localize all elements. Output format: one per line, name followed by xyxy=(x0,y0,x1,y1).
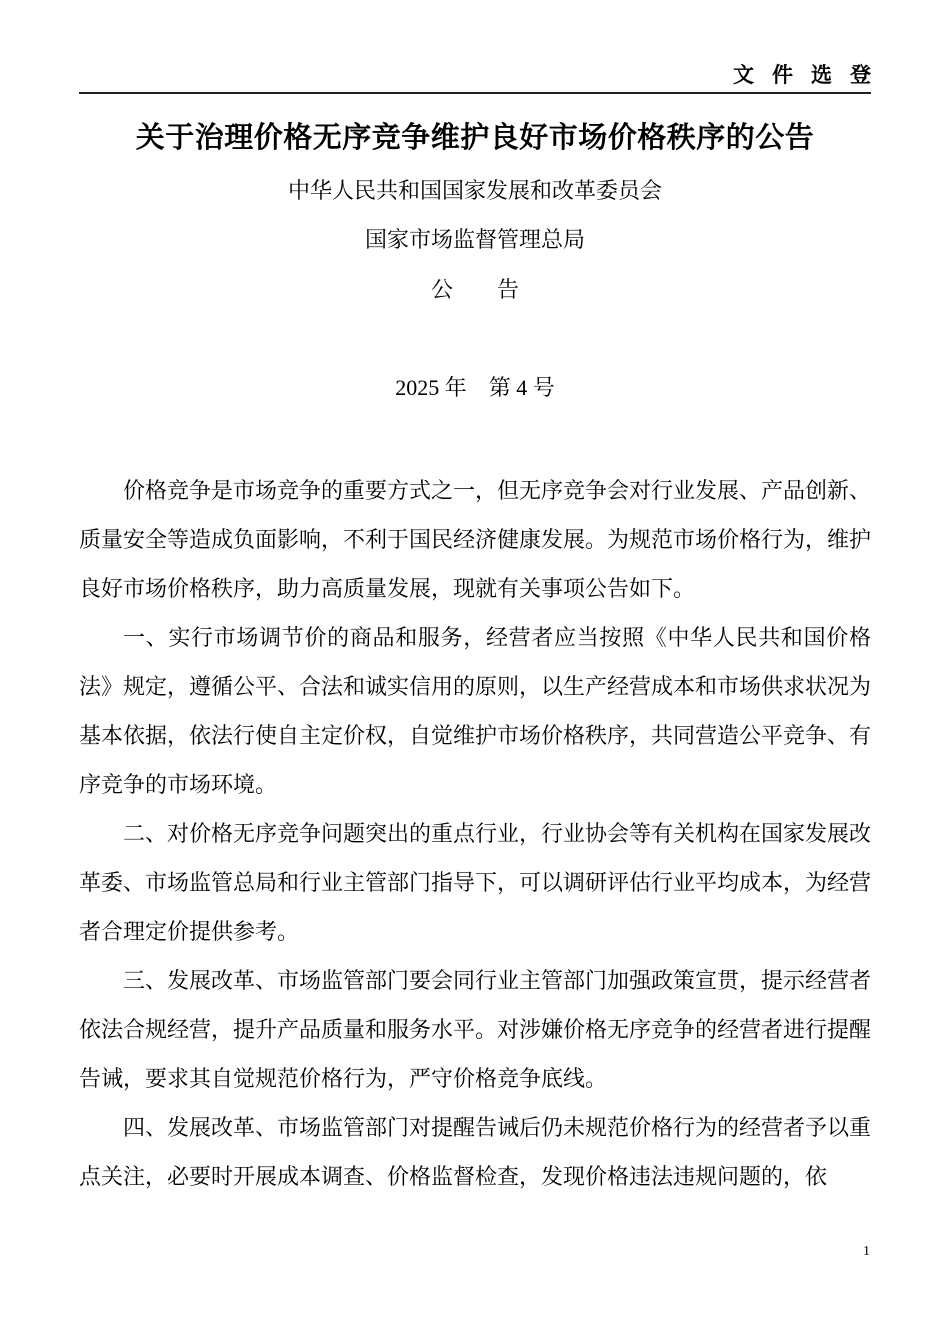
body-paragraph-item-3: 三、发展改革、市场监管部门要会同行业主管部门加强政策宣贯，提示经营者依法合规经营，提升产品质量和服务水平。对涉嫌价格无序竞争的经营者进行提醒告诫，要求其自觉规范价格行为，严守价格竞争底线。 xyxy=(79,968,872,1091)
issue-number: 2025 年 第 4 号 xyxy=(395,375,555,400)
body-paragraph-intro: 价格竞争是市场竞争的重要方式之一，但无序竞争会对行业发展、产品创新、质量安全等造成负面影响，不利于国民经济健康发展。为规范市场价格行为，维护良好市场价格秩序，助力高质量发展，现就有关事项公告如下。 xyxy=(79,478,872,601)
body-paragraph-item-4: 四、发展改革、市场监管部门对提醒告诫后仍未规范价格行为的经营者予以重点关注，必要时开展成本调查、价格监督检查，发现价格违法违规问题的，依 xyxy=(79,1115,872,1189)
header-banner xyxy=(79,0,889,94)
header-label: 文件选登 xyxy=(733,64,889,87)
body-paragraph-item-1: 一、实行市场调节价的商品和服务，经营者应当按照《中华人民共和国价格法》规定，遵循公平、合法和诚实信用的原则，以生产经营成本和市场供求状况为基本依据，依法行使自主定价权，自觉维护市场价格秩序，共同营造公平竞争、有序竞争的市场环境。 xyxy=(79,625,872,797)
issuer-ndrc: 中华人民共和国国家发展和改革委员会 xyxy=(287,178,662,203)
header-divider xyxy=(79,92,871,94)
document-title: 关于治理价格无序竞争维护良好市场价格秩序的公告 xyxy=(135,122,815,154)
page-number: 1 xyxy=(863,1244,870,1259)
doc-type-heading: 公 告 xyxy=(430,277,519,302)
issuer-samr: 国家市场监督管理总局 xyxy=(364,227,585,252)
body-paragraph-item-2: 二、对价格无序竞争问题突出的重点行业，行业协会等有关机构在国家发展改革委、市场监管总局和行业主管部门指导下，可以调研评估行业平均成本，为经营者合理定价提供参考。 xyxy=(79,821,872,944)
document-body xyxy=(79,466,871,1201)
